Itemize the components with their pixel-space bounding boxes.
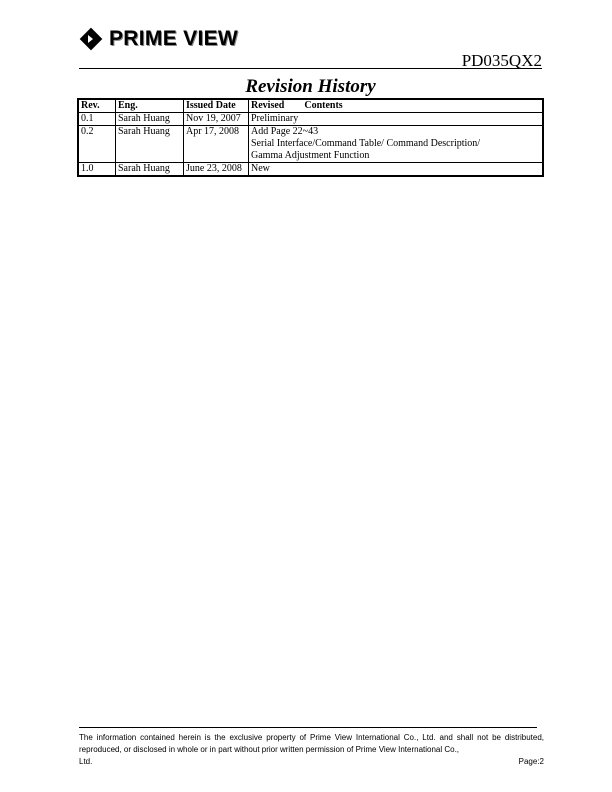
company-logo	[79, 26, 238, 52]
footer-divider	[79, 727, 537, 728]
revision-table	[77, 98, 544, 177]
page-title: Revision History	[245, 76, 376, 97]
table-header-row	[78, 99, 543, 113]
header-rev: Rev.	[78, 99, 116, 113]
cell-contents	[249, 163, 544, 177]
header-eng: Eng.	[116, 99, 184, 113]
header-contents: Contents	[304, 100, 343, 111]
cell-contents	[249, 126, 544, 163]
cell-eng: Sarah Huang	[116, 126, 184, 163]
footer-text: The information contained herein is the exclusive property of Prime View International Co., Ltd. and shall not be distributed, reproduced, or disclosed in whole or in part without prior written permission of Prime View International Co.,	[79, 733, 544, 754]
cell-rev: 0.1	[78, 113, 116, 126]
table-row	[78, 163, 543, 177]
table-row	[78, 113, 543, 126]
table-row	[78, 126, 543, 163]
contents-line: Preliminary	[251, 113, 299, 124]
contents-line: Serial Interface/Command Table/ Command Description/	[251, 138, 481, 149]
footer-notice	[79, 732, 544, 768]
cell-rev: 1.0	[78, 163, 116, 177]
logo-text: PRIME VIEW	[109, 27, 239, 50]
diamond-arrow-icon	[79, 27, 103, 51]
page-number: Page:2	[518, 757, 544, 766]
cell-eng: Sarah Huang	[116, 163, 184, 177]
cell-date: June 23, 2008	[184, 163, 249, 177]
contents-line: Gamma Adjustment Function	[251, 150, 370, 161]
cell-date: Apr 17, 2008	[184, 126, 249, 163]
footer-last-line	[79, 756, 544, 768]
header-issued-date: Issued Date	[184, 99, 249, 113]
footer-text-end: Ltd.	[79, 757, 93, 766]
header-revised: Revised	[251, 100, 285, 111]
contents-line: Add Page 22~43	[251, 126, 319, 137]
cell-contents	[249, 113, 544, 126]
cell-date: Nov 19, 2007	[184, 113, 249, 126]
cell-eng: Sarah Huang	[116, 113, 184, 126]
header-divider	[79, 68, 542, 69]
cell-rev: 0.2	[78, 126, 116, 163]
contents-line: New	[251, 163, 270, 174]
document-code: PD035QX2	[461, 51, 542, 70]
header-revised-contents	[249, 99, 544, 113]
